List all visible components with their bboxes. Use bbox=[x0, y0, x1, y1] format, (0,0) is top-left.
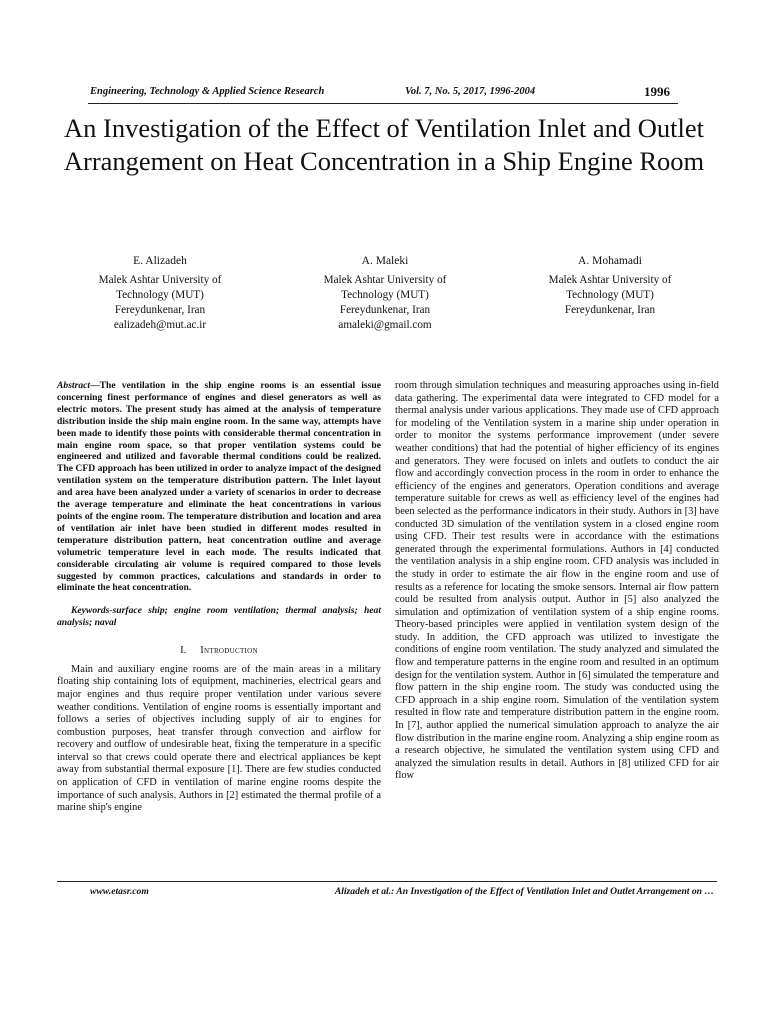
intro-paragraph: Main and auxiliary engine rooms are of the main areas in a military floating ship containing lots of equipment, machineries, electrical gears and major engines and thus require proper ventilation under various severe weather conditions. Ventilation of engine rooms is essentially important and follows a series of objectives including supply of air to engines for combustion purposes, heat transfer through convection and airflow for recovery and outflow of undesirable heat, fixing the temperature in a specific interval so that crews could operate there and electrical appliances be kept away from substantial thermal exposure [1]. There are few studies conducted on application of CFD in ventilation of marine engine rooms despite the importance of such analysis. Authors in [2] estimated the thermal profile of a marine ship's engine bbox=[57, 663, 381, 814]
abstract-text: —The ventilation in the ship engine rooms is an essential issue concerning finest performance of engines and diesel generators as well as electric motors. The present study has aimed at the analysis of temperature distribution inside the ship main engine room. In the same way, attempts have been made to identify those points with considerable thermal concentration in main engine room space, so that proper ventilation systems could be engineered and utilized and favorable thermal conditions could be realized. The CFD approach has been utilized in order to analyze impact of the designed ventilation system on the temperature distribution pattern. The Inlet layout and area have been analyzed under a variety of scenarios in order to decrease the average temperature and eliminate the heat concentrations in various points of the engine room. The temperature distribution and location and area of ventilation air inlet have been studied in different modes resulted in temperature distribution pattern, heat concentration outline and average volumetric temperature level in each mode. The results indicated that considerable circulating air volume is required compared to those levels suggested by common practices, calculations and standards in order to eliminate the heat concentration. bbox=[57, 380, 381, 594]
author-1 bbox=[60, 254, 260, 333]
running-footer bbox=[90, 886, 714, 902]
section-heading bbox=[57, 645, 381, 658]
author-location: Fereydunkenar, Iran bbox=[339, 304, 431, 316]
author-3 bbox=[510, 254, 710, 333]
journal-name: Engineering, Technology & Applied Science Research bbox=[90, 86, 325, 97]
footer-citation: Alizadeh et al.: An Investigation of the Effect of Ventilation Inlet and Outlet Arrangement on … bbox=[334, 886, 714, 897]
section-number: I. bbox=[180, 645, 187, 657]
author-location: Fereydunkenar, Iran bbox=[564, 304, 656, 316]
intro-paragraph-continued: room through simulation techniques and measuring approaches using in-field data gathering. The experimental data were integrated to CFD model for a thermal analysis under various applications. They made use of CFD approach for modeling of the Ventilation system in a marine ship under operation in order to monitor the systems performance improvement (under severe weather conditions) that had the potential of higher efficiency of its engines and generators. They were focused on inlets and outlets to conduct the air flow and accordingly convection process in the room in order to enhance the efficiency of the engines and generators. Operation conditions and average temperature suitable for crews as well as efficiency level of the engines had been selected as the performance indicators in their study. Authors in [3] have conducted 3D simulation of the ventilation system in a closed engine room using CFD. Their test results were in accordance with the estimations generated through the experimental formulations. Authors in [4] conducted the ventilation analysis in a ship engine room. CFD analysis was included in the study in order to estimate the air flow in the engine room and use of results as a reference for locating the smoke sensors. Internal air flow pattern could be resulted from analysis output. Author in [5] also analyzed the simulation and optimization of ventilation system of a ship engine rooms. Theory-based principles were applied in ventilation system design of the study. In addition, the CFD approach was utilized to investigate the conditions of engine room ventilation. The study analyzed and simulated the flow and temperature patterns in the engine room and resulted in an optimum design for the ventilation system. Author in [6] simulated the temperature and flow pattern in the ship engine room. The study was conducted using the CFD approach in a ship engine room. Simulation of the ventilation system resulted in flow rate and temperature distribution pattern in the engine room. In [7], author applied the numerical simulation approach to analyze the air flow distribution in the marine engine room. Analyzing a ship engine room as a research objective, he simulated the ventilation system using CFD and analyzed the simulation results in detail. Authors in [8] utilized CFD for air flow bbox=[395, 380, 719, 782]
author-block bbox=[60, 254, 710, 333]
author-affiliation: Technology (MUT) bbox=[341, 289, 429, 301]
left-column bbox=[57, 380, 381, 815]
footer-rule bbox=[57, 881, 717, 882]
author-affiliation: Technology (MUT) bbox=[116, 289, 204, 301]
author-name: E. Alizadeh bbox=[133, 255, 187, 267]
paper-title: An Investigation of the Effect of Ventilation Inlet and Outlet Arrangement on Heat Concentration in a Ship Engine Room bbox=[63, 113, 705, 176]
author-name: A. Mohamadi bbox=[578, 255, 642, 267]
author-2 bbox=[285, 254, 485, 333]
running-header bbox=[90, 82, 670, 104]
right-column bbox=[395, 380, 719, 783]
author-location: Fereydunkenar, Iran bbox=[114, 304, 206, 316]
author-affiliation: Malek Ashtar University of bbox=[323, 274, 447, 286]
author-name: A. Maleki bbox=[361, 255, 409, 267]
author-email: ealizadeh@mut.ac.ir bbox=[113, 319, 207, 331]
page-number: 1996 bbox=[644, 84, 670, 99]
section-title: Introduction bbox=[200, 645, 258, 657]
header-rule bbox=[88, 103, 678, 104]
journal-website: www.etasr.com bbox=[90, 886, 149, 897]
volume-info: Vol. 7, No. 5, 2017, 1996-2004 bbox=[405, 86, 536, 97]
abstract bbox=[57, 380, 381, 594]
author-affiliation: Malek Ashtar University of bbox=[98, 274, 222, 286]
author-affiliation: Malek Ashtar University of bbox=[548, 274, 672, 286]
abstract-label: Abstract bbox=[57, 380, 91, 391]
author-email: amaleki@gmail.com bbox=[338, 319, 432, 331]
keywords: Keywords-surface ship; engine room ventilation; thermal analysis; heat analysis; naval bbox=[57, 605, 381, 629]
author-affiliation: Technology (MUT) bbox=[566, 289, 654, 301]
